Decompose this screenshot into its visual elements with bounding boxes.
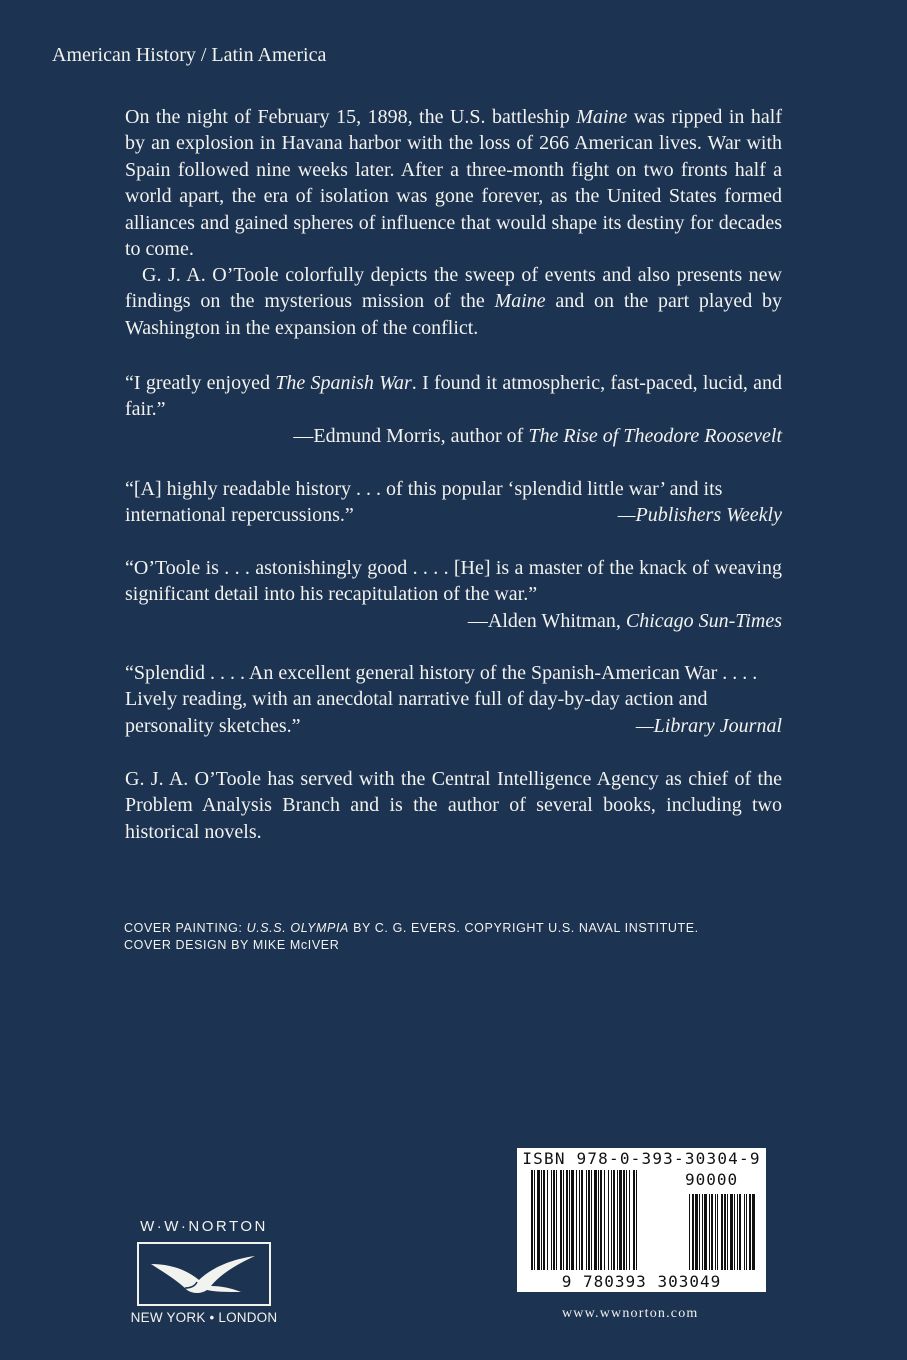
barcode-bar xyxy=(566,1170,568,1270)
barcode-bar xyxy=(586,1170,587,1270)
barcode-bar xyxy=(571,1170,574,1270)
barcode-bar xyxy=(591,1170,592,1270)
quote-text: “[A] highly readable history . . . of this popular ‘splendid little war’ and its international repercussions.” xyxy=(125,478,723,527)
cover-credits: COVER PAINTING: U.S.S. OLYMPIA BY C. G. EVERS. COPYRIGHT U.S. NAVAL INSTITUTE. COVER DESIGN BY MIKE McIVER xyxy=(124,921,699,952)
barcode-bar xyxy=(617,1170,618,1270)
barcode-bar xyxy=(737,1194,738,1270)
barcode-bar xyxy=(623,1170,625,1270)
review-quote-4 xyxy=(125,660,782,739)
barcode-bar xyxy=(608,1170,609,1270)
barcode-bar xyxy=(633,1170,635,1270)
barcode-bar xyxy=(702,1194,703,1270)
barcode-bar xyxy=(551,1170,552,1270)
review-quote-1 xyxy=(125,370,782,449)
barcode-bar xyxy=(611,1170,612,1270)
category-label: American History / Latin America xyxy=(52,44,327,66)
quote-text: “O’Toole is . . . astonishingly good . . . . [He] is a master of the knack of weaving significant detail into his recapitulation of the war.” xyxy=(125,557,782,606)
barcode-bar xyxy=(543,1170,545,1270)
barcode-bar xyxy=(692,1194,694,1270)
book-title: The Spanish War xyxy=(275,372,412,394)
quote-attribution: —Edmund Morris, author of The Rise of Theodore Roosevelt xyxy=(293,424,782,447)
barcode-bar xyxy=(534,1170,535,1270)
barcode-bar xyxy=(531,1170,533,1270)
barcode-bar xyxy=(711,1194,713,1270)
barcode-bar xyxy=(744,1194,745,1270)
quote-attribution: —Alden Whitman, Chicago Sun-Times xyxy=(467,609,782,632)
barcode-bar xyxy=(699,1194,700,1270)
ship-name: Maine xyxy=(494,290,546,313)
barcode-bar xyxy=(563,1170,564,1270)
barcode-bar xyxy=(569,1170,570,1270)
barcode-bar xyxy=(721,1194,723,1270)
barcode-bar xyxy=(547,1170,548,1270)
summary-text: and on the part played by Washington in the expansion of the conflict. xyxy=(125,290,782,339)
barcode-bar xyxy=(579,1170,580,1270)
quote-text: . I found it atmospheric, fast-paced, lucid, and fair.” xyxy=(125,372,783,421)
barcode-bar xyxy=(746,1194,747,1270)
barcode-bar xyxy=(588,1170,590,1270)
barcode-bar xyxy=(752,1194,755,1270)
summary-paragraph-2 xyxy=(125,262,782,341)
summary-text: was ripped in half by an explosion in Havana harbor with the loss of 266 American lives. War with Spain followed nine weeks later. After a three-month fight on two fronts half a world apart, the era of isolation was gone forever, as the United States formed alliances and gained spheres of influence that would shape its destiny for decades to come. xyxy=(125,106,782,261)
author-bio: G. J. A. O’Toole has served with the Central Intelligence Agency as chief of the Problem Analysis Branch and is the author of several books, including two historical novels. xyxy=(125,768,782,843)
barcode-bar xyxy=(636,1170,637,1270)
barcode-bar xyxy=(709,1194,710,1270)
barcode-bar xyxy=(576,1170,577,1270)
quote-text: “I greatly enjoyed xyxy=(125,372,276,394)
barcode-bar xyxy=(749,1194,751,1270)
barcode-bar xyxy=(704,1194,707,1270)
barcode-bar xyxy=(560,1170,562,1270)
barcode-bar xyxy=(613,1170,615,1270)
barcode-bar xyxy=(717,1194,718,1270)
barcode-bar xyxy=(730,1194,733,1270)
barcode-bar xyxy=(556,1170,557,1270)
quote-attribution: —Library Journal xyxy=(635,714,782,737)
review-quote-3 xyxy=(125,555,782,634)
publisher-cities: NEW YORK • LONDON xyxy=(130,1310,278,1325)
barcode-bar xyxy=(734,1194,735,1270)
isbn-barcode xyxy=(517,1148,766,1292)
barcode-bar xyxy=(689,1194,690,1270)
price-code: 90000 xyxy=(685,1170,739,1189)
quote-attribution: —Publishers Weekly xyxy=(617,504,782,527)
barcode-bar xyxy=(619,1170,622,1270)
barcode-bar xyxy=(715,1194,716,1270)
barcode-bar xyxy=(695,1194,698,1270)
summary-text: On the night of February 15, 1898, the U.S. battleship xyxy=(125,106,577,128)
barcode-bar xyxy=(541,1170,542,1270)
seagull-icon xyxy=(137,1242,271,1306)
barcode-bar xyxy=(594,1170,597,1270)
barcode-bar xyxy=(629,1170,630,1270)
barcode-bar xyxy=(598,1170,599,1270)
publisher-logo xyxy=(124,1218,284,1325)
summary-text: G. J. A. O’Toole colorfully depicts the sweep of events and also presents new findings on the mysterious mission of the xyxy=(125,264,782,313)
barcode-bar xyxy=(626,1170,627,1270)
isbn-number: ISBN 978-0-393-30304-9 xyxy=(522,1149,761,1168)
ship-name: Maine xyxy=(576,106,628,128)
publisher-website: www.wwnorton.com xyxy=(562,1306,699,1321)
barcode-bar xyxy=(600,1170,602,1270)
quote-text: “Splendid . . . . An excellent general history of the Spanish-American War . . . . Lively reading, with an anecdotal narrative full of day-by-day action and personality sketches.” xyxy=(125,662,758,737)
publisher-name: W·W·NORTON xyxy=(140,1218,268,1235)
barcode-bar xyxy=(739,1194,741,1270)
painting-title: U.S.S. OLYMPIA xyxy=(246,921,349,935)
barcode-bar xyxy=(604,1170,605,1270)
barcode-bar xyxy=(553,1170,555,1270)
barcode-bar xyxy=(727,1194,728,1270)
barcode-bar xyxy=(537,1170,540,1270)
barcode-bar xyxy=(724,1194,726,1270)
ean-digits: 9 780393 303049 xyxy=(561,1272,722,1291)
summary-paragraph-1 xyxy=(125,104,782,262)
review-quote-2 xyxy=(125,476,782,529)
barcode-bar xyxy=(581,1170,583,1270)
